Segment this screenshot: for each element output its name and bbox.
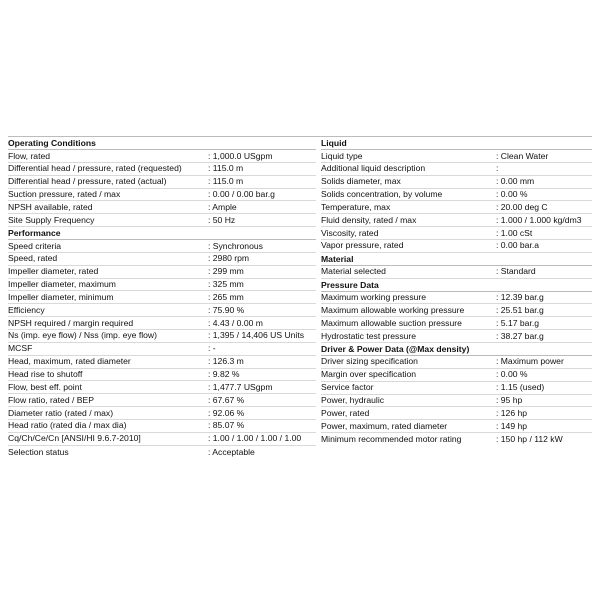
spec-value: : 20.00 deg C bbox=[496, 201, 548, 212]
spec-label: Driver sizing specification bbox=[321, 356, 418, 367]
spec-label: Selection status bbox=[8, 446, 69, 457]
spec-label: Head ratio (rated dia / max dia) bbox=[8, 420, 127, 431]
spec-label: Impeller diameter, minimum bbox=[8, 291, 114, 302]
spec-row bbox=[321, 227, 592, 240]
spec-value: : 0.00 mm bbox=[496, 176, 535, 187]
section-title-performance: Performance bbox=[8, 227, 316, 240]
spec-value: : bbox=[496, 163, 499, 174]
spec-row bbox=[8, 407, 316, 420]
right-column bbox=[321, 137, 592, 446]
spec-value: : 1.15 (used) bbox=[496, 382, 545, 393]
spec-row bbox=[321, 189, 592, 202]
spec-row bbox=[321, 317, 592, 330]
spec-value: : 67.67 % bbox=[208, 394, 245, 405]
spec-row bbox=[8, 304, 316, 317]
spec-value: : 38.27 bar.g bbox=[496, 330, 544, 341]
spec-value: : 1,477.7 USgpm bbox=[208, 381, 273, 392]
spec-label: Power, maximum, rated diameter bbox=[321, 420, 448, 431]
spec-label: Vapor pressure, rated bbox=[321, 240, 404, 251]
spec-label: Speed, rated bbox=[8, 253, 58, 264]
spec-row bbox=[321, 240, 592, 253]
spec-row bbox=[321, 201, 592, 214]
spec-row bbox=[8, 176, 316, 189]
section-title-operating-conditions: Operating Conditions bbox=[8, 137, 316, 150]
spec-label: Additional liquid description bbox=[321, 163, 426, 174]
spec-row bbox=[8, 150, 316, 163]
spec-row bbox=[8, 163, 316, 176]
spec-label: Differential head / pressure, rated (actual) bbox=[8, 176, 167, 187]
section-title-liquid: Liquid bbox=[321, 137, 592, 150]
spec-label: Site Supply Frequency bbox=[8, 214, 95, 225]
spec-value: : 92.06 % bbox=[208, 407, 245, 418]
spec-row bbox=[321, 420, 592, 433]
spec-row bbox=[8, 214, 316, 227]
spec-row bbox=[321, 150, 592, 163]
spec-label: Hydrostatic test pressure bbox=[321, 330, 417, 341]
spec-label: Impeller diameter, maximum bbox=[8, 279, 116, 290]
spec-value: : Clean Water bbox=[496, 150, 549, 161]
spec-label: Impeller diameter, rated bbox=[8, 266, 99, 277]
spec-label: Power, rated bbox=[321, 407, 370, 418]
left-column bbox=[8, 137, 316, 458]
spec-row bbox=[321, 214, 592, 227]
spec-value: : 1.00 / 1.00 / 1.00 / 1.00 bbox=[208, 433, 302, 444]
spec-row bbox=[8, 369, 316, 382]
spec-label: Viscosity, rated bbox=[321, 227, 379, 238]
spec-value: : 5.17 bar.g bbox=[496, 317, 540, 328]
spec-row bbox=[321, 330, 592, 343]
spec-label: NPSH required / margin required bbox=[8, 317, 134, 328]
spec-row bbox=[8, 253, 316, 266]
spec-label: MCSF bbox=[8, 343, 33, 354]
spec-value: : 1.00 cSt bbox=[496, 227, 533, 238]
spec-label: Cq/Ch/Ce/Cn [ANSI/HI 9.6.7-2010] bbox=[8, 433, 141, 444]
spec-row bbox=[321, 304, 592, 317]
spec-row bbox=[321, 395, 592, 408]
spec-row bbox=[8, 291, 316, 304]
section-title-pressure-data: Pressure Data bbox=[321, 279, 592, 292]
spec-label: Temperature, max bbox=[321, 201, 391, 212]
spec-value: : 115.0 m bbox=[208, 176, 244, 187]
spec-value: : Acceptable bbox=[208, 446, 255, 457]
spec-row bbox=[321, 382, 592, 395]
spec-label: Head, maximum, rated diameter bbox=[8, 356, 131, 367]
spec-row bbox=[8, 279, 316, 292]
spec-value: : 115.0 m bbox=[208, 163, 244, 174]
spec-value: : 1.000 / 1.000 kg/dm3 bbox=[496, 214, 582, 225]
spec-value: : 0.00 % bbox=[496, 369, 528, 380]
spec-row bbox=[321, 163, 592, 176]
spec-label: Maximum allowable suction pressure bbox=[321, 317, 462, 328]
spec-value: : 265 mm bbox=[208, 291, 244, 302]
spec-label: Flow ratio, rated / BEP bbox=[8, 394, 94, 405]
spec-label: Material selected bbox=[321, 266, 386, 277]
spec-row bbox=[8, 356, 316, 369]
spec-value: : Standard bbox=[496, 266, 536, 277]
spec-label: Head rise to shutoff bbox=[8, 369, 83, 379]
spec-label: Maximum allowable working pressure bbox=[321, 304, 465, 315]
spec-row bbox=[321, 433, 592, 446]
spec-label: Ns (imp. eye flow) / Nss (imp. eye flow) bbox=[8, 330, 157, 341]
spec-row bbox=[321, 176, 592, 189]
spec-label: Diameter ratio (rated / max) bbox=[8, 407, 114, 418]
spec-row bbox=[8, 330, 316, 343]
spec-label: Flow, rated bbox=[8, 150, 51, 161]
spec-row bbox=[8, 394, 316, 407]
spec-value: : Synchronous bbox=[208, 240, 263, 251]
spec-value: : 325 mm bbox=[208, 279, 244, 290]
spec-label: Power, hydraulic bbox=[321, 395, 385, 405]
spec-row bbox=[321, 369, 592, 382]
spec-value: : 149 hp bbox=[496, 420, 528, 431]
spec-label: Maximum working pressure bbox=[321, 292, 427, 303]
spec-row bbox=[321, 292, 592, 305]
section-title-driver-power-data-max-density: Driver & Power Data (@Max density) bbox=[321, 343, 592, 356]
spec-label: Service factor bbox=[321, 382, 374, 393]
spec-label: Solids diameter, max bbox=[321, 176, 401, 187]
spec-value: : 1,395 / 14,406 US Units bbox=[208, 330, 305, 341]
spec-value: : Maximum power bbox=[496, 356, 564, 367]
spec-value: : 299 mm bbox=[208, 266, 244, 277]
spec-row bbox=[8, 266, 316, 279]
spec-row bbox=[8, 343, 316, 356]
spec-value: : 150 hp / 112 kW bbox=[496, 434, 563, 445]
spec-value: : - bbox=[208, 343, 216, 354]
spec-value: : 0.00 % bbox=[496, 189, 528, 200]
spec-label: NPSH available, rated bbox=[8, 201, 93, 212]
spec-row bbox=[321, 266, 592, 279]
spec-value: : 9.82 % bbox=[208, 369, 240, 379]
spec-row bbox=[321, 356, 592, 369]
spec-row bbox=[321, 407, 592, 420]
spec-label: Fluid density, rated / max bbox=[321, 214, 417, 225]
spec-label: Speed criteria bbox=[8, 240, 62, 251]
spec-label: Differential head / pressure, rated (requested) bbox=[8, 163, 182, 174]
spec-value: : 0.00 bar.a bbox=[496, 240, 540, 251]
spec-label: Flow, best eff. point bbox=[8, 381, 82, 392]
spec-value: : 85.07 % bbox=[208, 420, 245, 431]
spec-label: Suction pressure, rated / max bbox=[8, 189, 121, 200]
spec-row bbox=[8, 201, 316, 214]
spec-row bbox=[8, 189, 316, 202]
spec-row bbox=[8, 240, 316, 253]
section-title-material: Material bbox=[321, 253, 592, 266]
spec-value: : Ample bbox=[208, 201, 237, 212]
spec-label: Efficiency bbox=[8, 304, 45, 315]
spec-value: : 126.3 m bbox=[208, 356, 244, 367]
spec-row bbox=[8, 317, 316, 330]
spec-value: : 95 hp bbox=[496, 395, 523, 405]
spec-row bbox=[8, 420, 316, 433]
spec-value: : 0.00 / 0.00 bar.g bbox=[208, 189, 275, 200]
spec-label: Minimum recommended motor rating bbox=[321, 434, 462, 445]
spec-value: : 4.43 / 0.00 m bbox=[208, 317, 263, 328]
spec-value: : 50 Hz bbox=[208, 214, 236, 225]
spec-label: Liquid type bbox=[321, 150, 363, 161]
spec-value: : 75.90 % bbox=[208, 304, 245, 315]
spec-value: : 12.39 bar.g bbox=[496, 292, 544, 303]
spec-value: : 2980 rpm bbox=[208, 253, 250, 264]
spec-value: : 25.51 bar.g bbox=[496, 304, 544, 315]
spec-value: : 126 hp bbox=[496, 407, 528, 418]
spec-row bbox=[8, 446, 316, 459]
spec-label: Solids concentration, by volume bbox=[321, 189, 443, 200]
spec-value: : 1,000.0 USgpm bbox=[208, 150, 273, 161]
spec-label: Margin over specification bbox=[321, 369, 417, 380]
spec-row bbox=[8, 381, 316, 394]
spec-row bbox=[8, 433, 316, 446]
